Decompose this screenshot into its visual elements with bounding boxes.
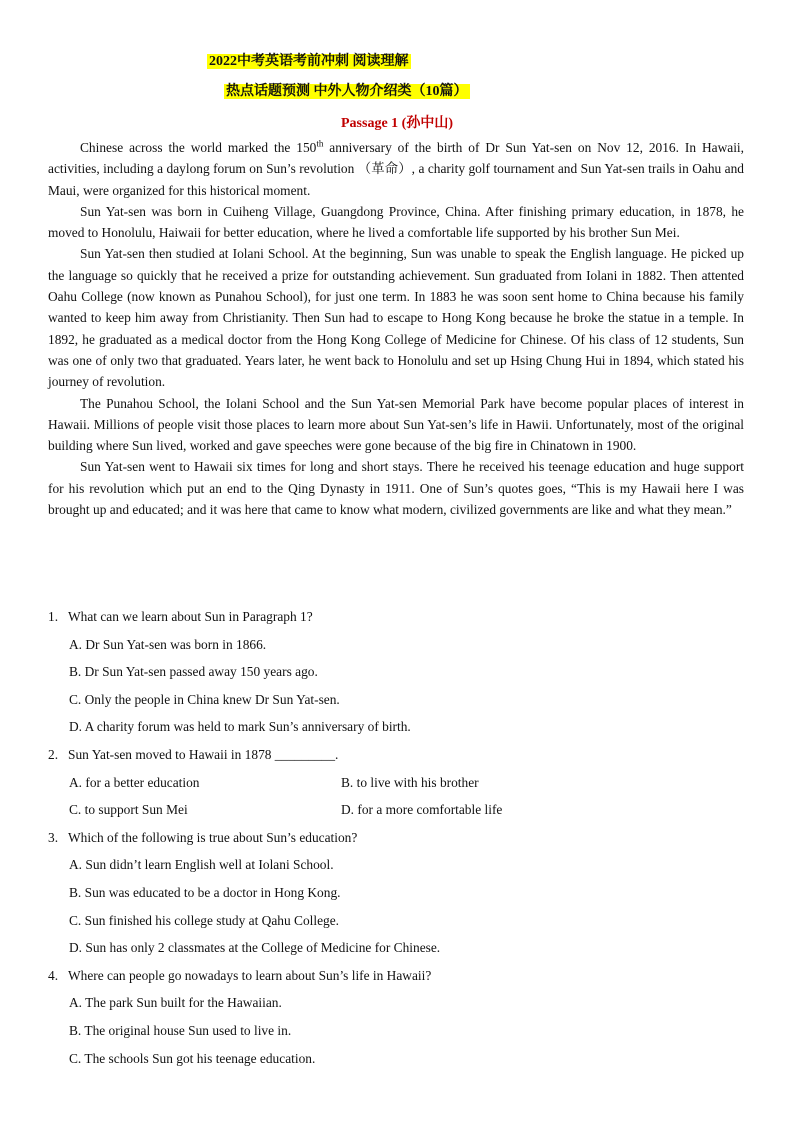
document-title xyxy=(207,50,411,70)
option-4a: A. The park Sun built for the Hawaiian. xyxy=(69,995,282,1011)
option-3b: B. Sun was educated to be a doctor in Hong Kong. xyxy=(69,884,341,900)
paragraph-5: Sun Yat-sen went to Hawaii six times for long and short stays. There he received his teenage education and huge support for his revolution which put an end to the Qing Dynasty in 1911. One of Sun’s quotes goes, “This is my Hawaii here I was brought up and educated; and it was here that came to know what modern, civilized governments are like and what they mean.” xyxy=(48,459,744,518)
question-number: 2. xyxy=(48,746,59,762)
question-list xyxy=(48,603,748,1072)
question-2 xyxy=(48,741,748,769)
ordinal-suffix: th xyxy=(316,138,324,149)
question-text: What can we learn about Sun in Paragraph 1? xyxy=(68,609,313,624)
question-number: 3. xyxy=(48,829,59,845)
option-1a: A. Dr Sun Yat-sen was born in 1866. xyxy=(69,636,267,652)
question-1 xyxy=(48,603,748,631)
option-3a: A. Sun didn’t learn English well at Iolani School. xyxy=(69,857,334,873)
option-1d: D. A charity forum was held to mark Sun’s anniversary of birth. xyxy=(69,719,411,735)
paragraph-4: The Punahou School, the Iolani School and the Sun Yat-sen Memorial Park have become popular places of interest in Hawaii. Millions of people visit those places to learn more about Sun Yat-sen’s life in Hawii. Unfortunately, most of the original building where Sun lived, worked and gave speeches were gone because of the big fire in Chinatown in 1900. xyxy=(48,395,744,454)
option-1c: C. Only the people in China knew Dr Sun Yat-sen. xyxy=(69,691,340,707)
question-number: 1. xyxy=(48,609,59,624)
paragraph-1 xyxy=(48,137,744,201)
options-row-2ab xyxy=(69,769,748,797)
option-4b: B. The original house Sun used to live in. xyxy=(69,1022,292,1038)
paragraph-3: Sun Yat-sen then studied at Iolani School. At the beginning, Sun was unable to speak the English language. He picked up the language so quickly that he received a prize for outstanding achievement. Sun graduated from Iolani in 1882. Then attented Oahu College (now known as Punahou School), for just one term. In 1883 he was soon sent home to China because his family wanted to keep him away from Christianity. Then Sun had to escape to Hong Kong because he broke the statue in a temple. In 1892, he graduated as a medical doctor from the Hong Kong College of Medicine for Chinese. Of his class of 12 students, Sun was one of only two that graduated. Years later, he went back to Honolulu and set up Hsing Chung Hui in 1894, which stated his journey of revolution. xyxy=(48,246,744,390)
question-text: Sun Yat-sen moved to Hawaii in 1878 _________. xyxy=(68,746,339,762)
option-2a: A. for a better education xyxy=(69,774,200,790)
passage-heading: Passage 1 (孙中山) xyxy=(341,116,453,131)
option-4c: C. The schools Sun got his teenage education. xyxy=(69,1050,316,1066)
options-row-2cd xyxy=(69,796,748,824)
paragraph-1-rest: anniversary of the birth of Dr Sun Yat-sen on Nov 12, 2016. In Hawaii, activities, including a daylong forum on Sun’s revolution （革命）, a charity golf tournament and Sun Yat-sen trails in Oahu and Maui, were organized for this historical moment. xyxy=(48,140,744,198)
passage-body xyxy=(48,137,744,520)
subtitle-highlight: 热点话题预测 中外人物介绍类（10篇） xyxy=(226,84,468,99)
question-text: Which of the following is true about Sun’s education? xyxy=(68,829,358,845)
question-text: Where can people go nowadays to learn about Sun’s life in Hawaii? xyxy=(68,967,432,983)
document-subtitle xyxy=(224,80,470,100)
question-4 xyxy=(48,962,748,990)
paragraph-1-start: Chinese across the world marked the 150 xyxy=(80,140,317,155)
option-2b: B. to live with his brother xyxy=(341,774,479,790)
option-2c: C. to support Sun Mei xyxy=(69,802,188,818)
option-2d: D. for a more comfortable life xyxy=(341,802,503,818)
question-3 xyxy=(48,824,748,852)
option-1b: B. Dr Sun Yat-sen passed away 150 years ago. xyxy=(69,664,318,680)
paragraph-2: Sun Yat-sen was born in Cuiheng Village, Guangdong Province, China. After finishing primary education, in 1878, he moved to Honolulu, Haiwaii for better education, where he lived a comfortable life supported by his brother Sun Mei. xyxy=(48,203,744,241)
question-number: 4. xyxy=(48,967,59,983)
title-highlight: 2022中考英语考前冲刺 阅读理解 xyxy=(209,54,409,69)
option-3d: D. Sun has only 2 classmates at the College of Medicine for Chinese. xyxy=(69,940,441,956)
option-3c: C. Sun finished his college study at Qahu College. xyxy=(69,912,340,928)
